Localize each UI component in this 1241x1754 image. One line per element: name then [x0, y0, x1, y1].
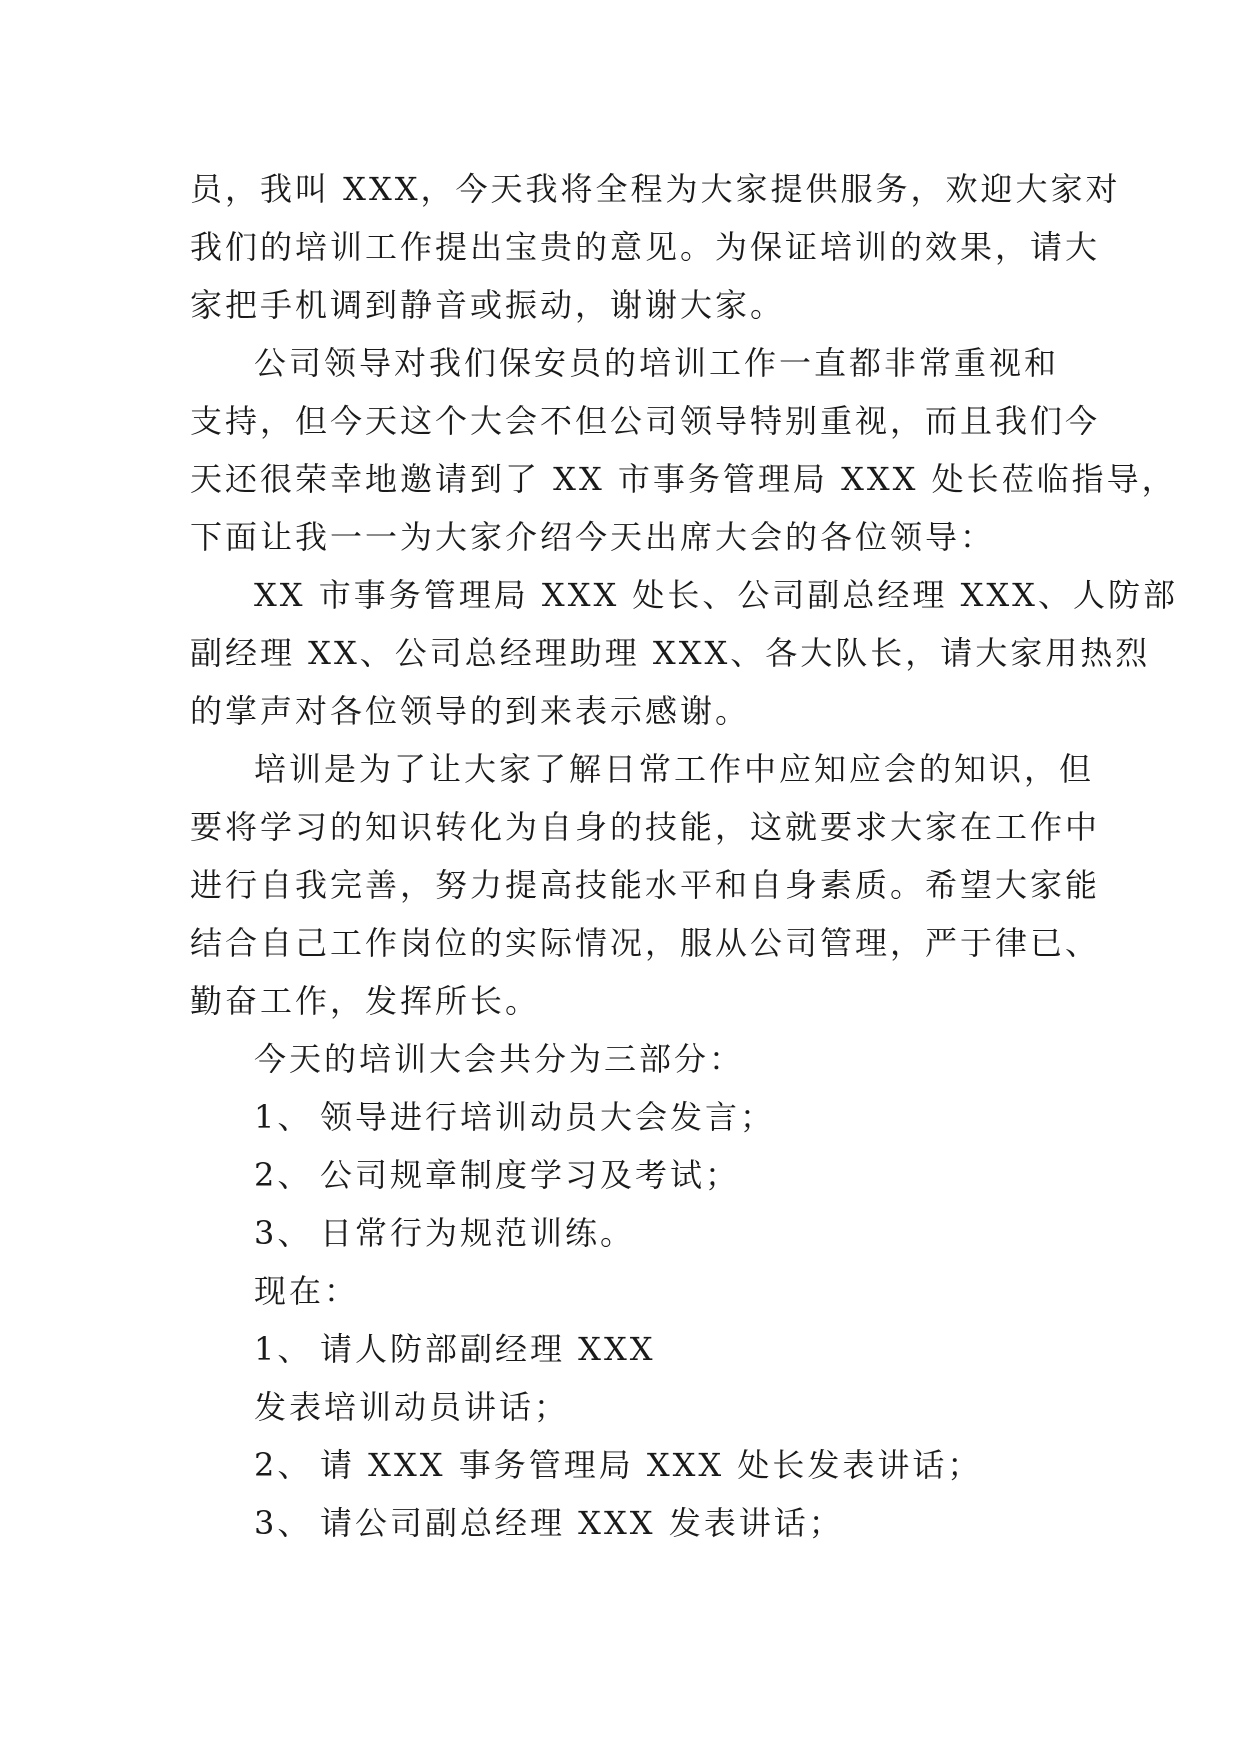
- text-line: 天还很荣幸地邀请到了 XX 市事务管理局 XXX 处长莅临指导，: [190, 460, 1177, 498]
- text-line: 副经理 XX、公司总经理助理 XXX、各大队长，请大家用热烈: [190, 634, 1151, 672]
- speaker-item: [190, 1494, 1060, 1552]
- now-label: 现在：: [254, 1272, 360, 1310]
- speaker-item: [190, 1436, 1060, 1494]
- agenda-item: [190, 1204, 1060, 1262]
- paragraph-first-line: 公司领导对我们保安员的培训工作一直都非常重视和: [254, 344, 1060, 382]
- speaker-item-text: 请公司副总经理 XXX 发表讲话；: [320, 1504, 844, 1542]
- agenda-item-number: 1、: [254, 1098, 313, 1136]
- text-line: 的掌声对各位领导的到来表示感谢。: [190, 692, 751, 730]
- text-line: 员，我叫 XXX，今天我将全程为大家提供服务，欢迎大家对: [190, 170, 1121, 208]
- speaker-item-text: 请人防部副经理 XXX: [320, 1330, 656, 1368]
- speaker-item-number: 1、: [254, 1330, 313, 1368]
- speaker-item-text: 请 XXX 事务管理局 XXX 处长发表讲话；: [320, 1446, 983, 1484]
- agenda-intro: 今天的培训大会共分为三部分：: [254, 1040, 745, 1078]
- agenda-item-text: 领导进行培训动员大会发言；: [320, 1098, 776, 1136]
- text-line: 结合自己工作岗位的实际情况，服从公司管理，严于律已、: [190, 924, 1101, 962]
- agenda-item-number: 3、: [254, 1214, 313, 1252]
- agenda-item: [190, 1146, 1060, 1204]
- text-line: 勤奋工作，发挥所长。: [190, 982, 541, 1020]
- agenda-item: [190, 1088, 1060, 1146]
- text-line: 要将学习的知识转化为自身的技能，这就要求大家在工作中: [190, 808, 1101, 846]
- speaker-item: [190, 1320, 1060, 1378]
- speaker-item-number: 3、: [254, 1504, 313, 1542]
- text-line: 我们的培训工作提出宝贵的意见。为保证培训的效果，请大: [190, 228, 1101, 266]
- speaker-item-continuation: 发表培训动员讲话；: [254, 1388, 570, 1426]
- agenda-item-text: 日常行为规范训练。: [320, 1214, 636, 1252]
- agenda-item-text: 公司规章制度学习及考试；: [320, 1156, 741, 1194]
- text-line: 进行自我完善，努力提高技能水平和自身素质。希望大家能: [190, 866, 1101, 904]
- paragraph-first-line: 培训是为了让大家了解日常工作中应知应会的知识，但: [254, 750, 1095, 788]
- document-body: [190, 160, 1178, 1552]
- text-line: 下面让我一一为大家介绍今天出席大会的各位领导：: [190, 518, 996, 556]
- text-line: 家把手机调到静音或振动，谢谢大家。: [190, 286, 786, 324]
- speaker-item-number: 2、: [254, 1446, 313, 1484]
- paragraph-first-line: XX 市事务管理局 XXX 处长、公司副总经理 XXX、人防部: [254, 576, 1178, 614]
- agenda-item-number: 2、: [254, 1156, 313, 1194]
- text-line: 支持，但今天这个大会不但公司领导特别重视，而且我们今: [190, 402, 1101, 440]
